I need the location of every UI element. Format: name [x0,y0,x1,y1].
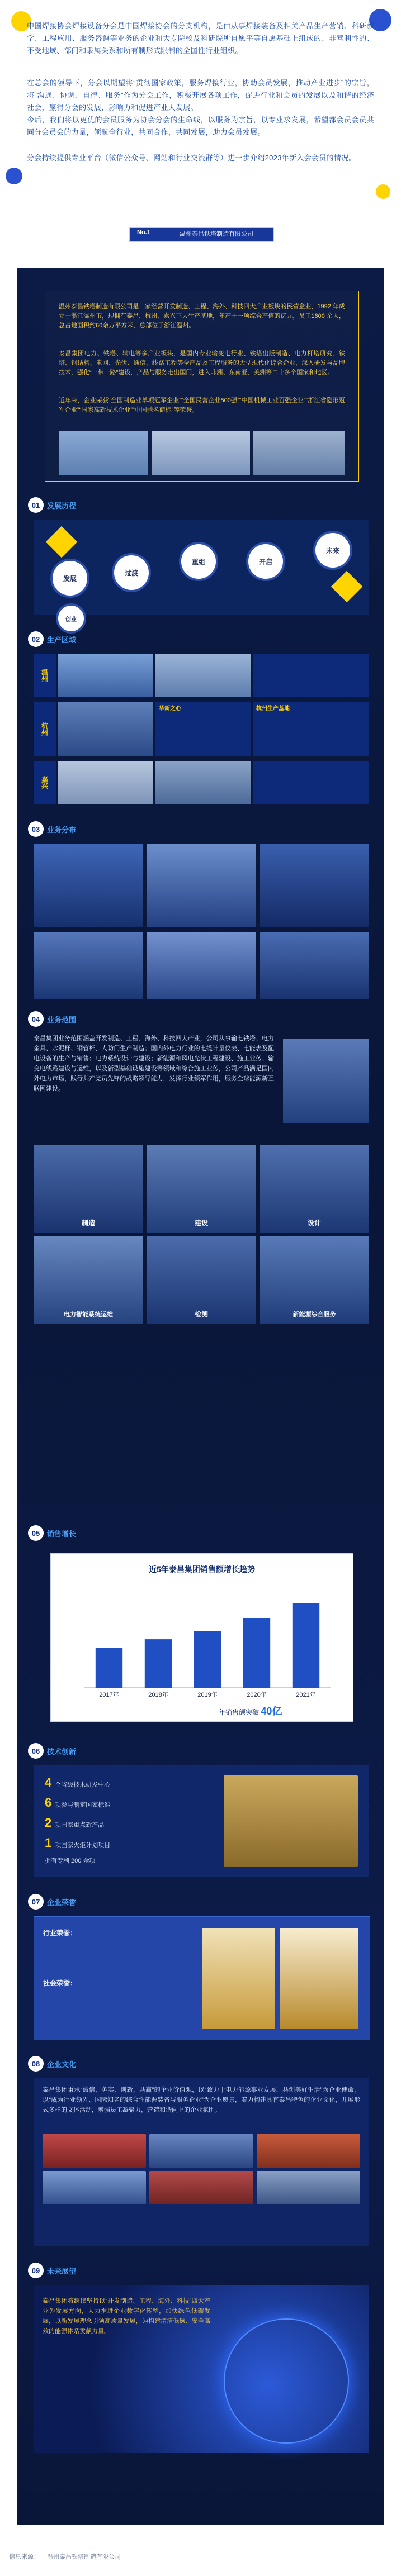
company-intro-box [45,291,359,482]
distribution-photo [147,844,256,927]
intro-paragraph: 中国焊接协会焊接设备分会是中国焊接协会的分支机构，是由从事焊接装备及相关产品生产营销、科研教学、工程应用、服务咨询等业务的企业和大专院校及科研院所自愿平等自愿基础上组成的、非营利性的、不受地域、部门和隶属关系和所有制形式限制的全国性行业组织。 [27,22,374,55]
tech-patents: 拥有专利 200 余项 [45,1858,96,1864]
base-card [253,702,369,756]
tech-item [45,1796,213,1816]
future-text: 泰昌集团将继续坚持以“开发制造、工程、海外、科技”四大产业为发展方向，大力推进企业数字化转型，加快绿色低碳发展，以新发展理念引领高质量发展，为构建清洁低碳、安全高效的能源体系贡献力量。 [43,2298,210,2335]
section-header [28,497,76,513]
honor-certificate [202,1928,275,2029]
distribution-photo [34,844,143,927]
future-panel [34,2285,369,2453]
business-item-label: 检测 [194,1310,208,1318]
section-number: 05 [28,1525,44,1541]
culture-photo [149,2171,253,2204]
chart-bar [243,1618,270,1688]
section-header [28,2263,76,2278]
chart-tick-label: 2019年 [197,1692,218,1698]
chart-footer [219,1703,282,1718]
production-base-row [34,654,369,697]
chart-bar [194,1631,221,1688]
decor-shape [331,571,363,603]
decor-dot [6,168,22,184]
company-badge [0,221,401,243]
tech-number: 4 [45,1775,52,1789]
distribution-photos [34,932,369,999]
factory-photo [253,431,345,475]
timeline-node: 过渡 [112,553,151,592]
business-photo [283,1039,369,1123]
distribution-photo [147,932,256,999]
footer [0,2548,401,2570]
company-photo-row [59,431,345,475]
section-number: 06 [28,1743,44,1759]
business-desc: 泰昌集团业务范围涵盖开发制造、工程、海外、科技四大产业，公司从事输电铁塔、电力金具、水泥杆、钢管杆、人防门生产制造；国内外电力行业的电缆计量仪表、电能表及配电设备的生产与销售；电力系统设计与建设；新能源和风电光伏工程建设、施工业务、输变电线路建设与运维，以及新型基础设施建设等领域和综合施工业务，公司产品满足国内外电力市场，践行共产党员先锋的战略领导能力，发挥行业领军作用，服务全球能源新互联网建设。 [34,1035,274,1092]
business-item [147,1145,256,1233]
decor-shape [46,526,78,558]
section-title: 销售增长 [47,1529,77,1538]
timeline-node: 未来 [313,531,352,570]
intro-paragraph: 分会持续提供专业平台（微信公众号、网站和行业交流群等）进一步介绍2023年新入会会员的情况。 [27,154,356,162]
section-number: 03 [28,821,44,837]
business-item [260,1236,369,1324]
badge-company-name: 温州泰昌铁塔制造有限公司 [180,231,253,237]
intro-paragraph: 今后，我们将以更优的会员服务为协会分会的生命线，以服务为宗旨，以专业求发展，希望都会员会员共同分会员会的力量，领航全行业，共同合作，共同发展，助力会员发展。 [27,116,374,136]
tech-panel [34,1765,369,1877]
section-number: 09 [28,2263,44,2278]
timeline-panel [34,520,369,623]
section-title: 技术创新 [47,1747,77,1756]
distribution-photo [260,932,369,999]
honor-industry-label: 行业荣誉： [43,1929,77,1937]
base-label: 杭州 [34,702,56,756]
culture-text: 泰昌集团秉承“诚信、务实、创新、共赢”的企业价值观，以“致力于电力能源事业发展，共创美好生活”为企业使命，以“成为行业领先、国际知名的综合性能源装备与服务企业”为企业愿景，着力构建具有泰昌特色的企业文化，开展形式多样的文体活动，增强员工凝聚力，营造和谐向上的企业氛围。 [43,2087,360,2113]
business-grid [34,1145,369,1324]
tech-item [45,1836,213,1856]
business-item-label: 建设 [194,1219,208,1227]
chart-footer-label: 年销售额突破 [219,1708,260,1716]
section-title: 企业文化 [47,2060,77,2069]
factory-photo [59,431,148,475]
base-card-title: 华新之心 [159,706,181,712]
tech-item [45,1775,213,1796]
section-title: 业务分布 [47,825,77,834]
sales-chart [51,1554,353,1721]
section-header [28,1894,76,1910]
tech-text: 项参与制定国家标准 [55,1802,111,1808]
globe-graphic [224,2318,349,2444]
section-number: 08 [28,2056,44,2072]
tech-number: 2 [45,1816,52,1830]
chart-tick-label: 2020年 [247,1692,267,1698]
section-title: 未来展望 [47,2267,77,2275]
timeline-node: 开启 [246,542,285,581]
company-paragraph: 泰昌集团电力、铁塔、输电等多产业板块，是国内专业输变电行业、铁塔出版制造、电力杆塔研究、铁塔、钢结构、电网、光伏、通信、线路工程等全产品及工程服务的大型现代化综合企业，深入研发与品牌技术，强化“一带一路”建设，产品与服务走出国门，进入非洲、东南亚、美洲等二十多个国家和地区。 [59,350,345,376]
section-title: 生产区域 [47,635,77,644]
business-item [34,1145,143,1233]
culture-photo [257,2134,360,2168]
culture-photo [149,2134,253,2168]
culture-photo [257,2171,360,2204]
decor-dot [376,184,390,199]
footer-label: 信息来源： [9,2554,40,2560]
base-card-title: 杭州生产基地 [256,706,290,712]
business-desc-block [34,1034,369,1140]
honor-social-label: 社会荣誉： [43,1979,77,1987]
base-photo [155,761,251,804]
section-title: 企业荣誉 [47,1898,77,1907]
business-item-label: 制造 [81,1219,95,1227]
business-item [147,1236,256,1324]
distribution-photo [34,932,143,999]
business-item-label: 设计 [307,1219,321,1227]
base-desc [253,761,369,804]
chart-title: 近5年泰昌集团销售额增长趋势 [149,1565,255,1574]
section-header [28,1525,76,1541]
intro-paragraph: 在总会的领导下，分会以期望将“贯彻国家政策，服务焊接行业，协助会员发展，推动产业进步”的宗旨，将“沟通、协调、自律、服务”作为分会工作，积极开展各项工作，促进行业和会员的发展以及和谐的经济社会，赢得分会的发展，影响力和促进产业大发展。 [27,79,374,112]
tech-text: 项国家火炬计划项目 [55,1842,111,1849]
culture-panel [34,2078,369,2246]
culture-photo [43,2134,146,2168]
business-item-label: 电力智能系统运维 [64,1311,113,1318]
section-number: 01 [28,497,44,513]
distribution-photo [260,844,369,927]
chart-bar [145,1639,172,1688]
culture-photo [43,2171,146,2204]
base-desc [253,654,369,697]
section-title: 发展历程 [47,501,77,510]
base-photo [155,654,251,697]
factory-photo [152,431,250,475]
honor-panel [34,1916,370,2040]
base-card [155,702,251,756]
footer-source: 温州泰昌铁塔制造有限公司 [47,2554,121,2560]
section-number: 02 [28,631,44,647]
base-label: 嘉兴 [34,761,56,804]
tech-list [45,1775,213,1865]
section-number: 04 [28,1011,44,1027]
base-photo [58,702,153,756]
chart-tick-label: 2018年 [148,1692,168,1698]
chart-tick-label: 2021年 [296,1692,316,1698]
base-photo [58,654,153,697]
section-header [28,1743,76,1759]
section-title: 业务范围 [47,1015,77,1024]
timeline-node: 发展 [50,559,89,598]
section-header [28,821,76,837]
chart-footer-value: 40亿 [261,1706,282,1717]
badge-number: No.1 [137,229,150,236]
distribution-photos [34,844,369,927]
honor-certificate [280,1928,358,2029]
production-base-row [34,702,369,756]
tech-text: 个省级技术研发中心 [55,1782,111,1788]
section-header [28,2056,76,2072]
company-paragraph: 近年来，企业荣获“全国制造业单项冠军企业”“全国民营企业500强”“中国机械工业百强企业”“浙江省隐形冠军企业”“国家高新技术企业”“中国驰名商标”等荣誉。 [59,397,345,413]
tech-text: 项国家重点新产品 [55,1822,105,1829]
section-header [28,631,76,647]
section-header [28,1011,76,1027]
certificate-image [224,1775,358,1867]
production-base-row [34,761,369,804]
culture-photos [43,2134,360,2204]
chart-bar [293,1603,319,1688]
base-label: 温州 [34,654,56,697]
section-number: 07 [28,1894,44,1910]
business-item-label: 新能源综合服务 [293,1311,336,1318]
timeline-node: 重组 [179,542,218,581]
chart-tick-label: 2017年 [99,1692,119,1698]
tech-number: 1 [45,1836,52,1850]
business-item [34,1236,143,1324]
tech-number: 6 [45,1796,52,1810]
base-photo [58,761,153,804]
company-paragraph: 温州泰昌铁塔制造有限公司是一家经营开发制造、工程、海外、科技四大产业板块的民营企业，1992 年成立于浙江温州市，现拥有泰昌、杭州、嘉兴三大生产基地，年产十一项综合产值的亿元，员工1600 余人，总占地面积约60余万平方米，总部位于浙江温州。 [59,303,345,329]
sales-chart-panel [50,1553,353,1722]
tech-item [45,1816,213,1836]
business-item [260,1145,369,1233]
timeline-node: 创业 [56,603,86,634]
chart-bar [96,1648,122,1688]
